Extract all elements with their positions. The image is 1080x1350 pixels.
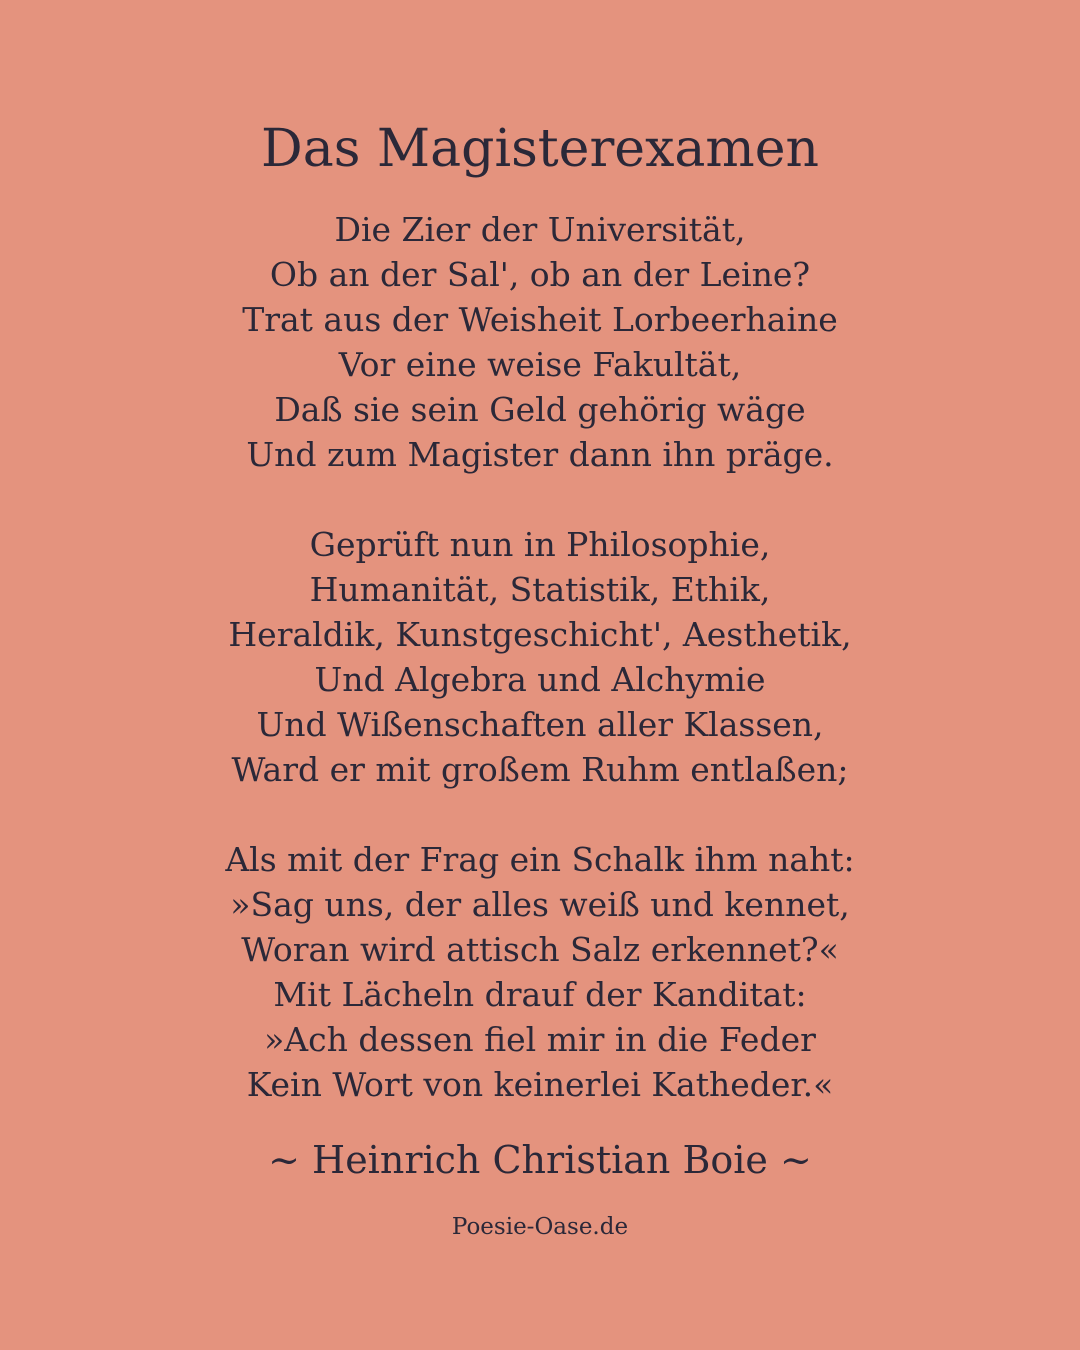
verse-line: Kein Wort von keinerlei Katheder.« xyxy=(246,1065,834,1104)
verse-line: Vor eine weise Fakultät, xyxy=(338,345,742,384)
verse-line: Humanität, Statistik, Ethik, xyxy=(309,570,771,609)
verse-line: Ward er mit großem Ruhm entlaßen; xyxy=(231,750,849,789)
poem-title: Das Magisterexamen xyxy=(261,119,819,179)
stanza-2 xyxy=(0,522,1080,792)
verse-line: Und Algebra und Alchymie xyxy=(314,660,766,699)
verse-line: »Ach dessen fiel mir in die Feder xyxy=(264,1020,816,1059)
verse-line: Als mit der Frag ein Schalk ihm naht: xyxy=(225,840,855,879)
verse-line: »Sag uns, der alles weiß und kennet, xyxy=(230,885,850,924)
verse-line: Und Wißenschaften aller Klassen, xyxy=(256,705,824,744)
verse-line: Ob an der Sal', ob an der Leine? xyxy=(269,255,811,294)
verse-line: Heraldik, Kunstgeschicht', Aesthetik, xyxy=(228,615,852,654)
poem-source: Poesie-Oase.de xyxy=(451,1214,629,1240)
verse-line: Geprüft nun in Philosophie, xyxy=(309,525,771,564)
stanza-1 xyxy=(0,207,1080,477)
verse-line: Daß sie sein Geld gehörig wäge xyxy=(274,390,806,429)
verse-line: Woran wird attisch Salz erkennet?« xyxy=(241,930,839,969)
verse-line: Mit Lächeln drauf der Kanditat: xyxy=(273,975,807,1014)
verse-line: Und zum Magister dann ihn präge. xyxy=(246,435,834,474)
verse-line: Die Zier der Universität, xyxy=(334,210,746,249)
verse-line: Trat aus der Weisheit Lorbeerhaine xyxy=(242,300,838,339)
poem-author: ~ Heinrich Christian Boie ~ xyxy=(268,1138,812,1182)
stanza-3 xyxy=(0,837,1080,1107)
